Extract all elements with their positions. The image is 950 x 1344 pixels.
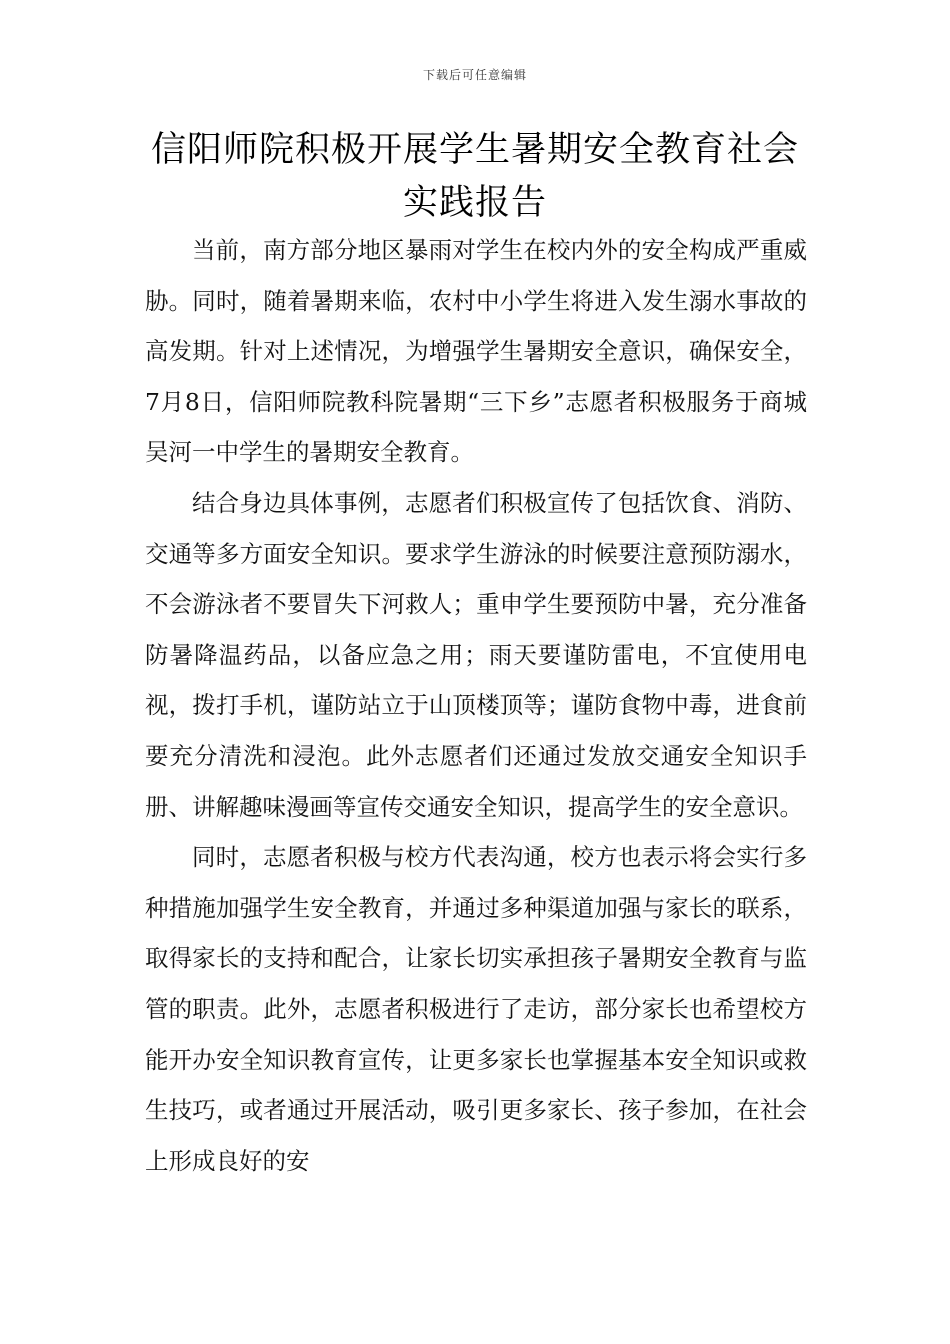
document-title-line-1: 信阳师院积极开展学生暑期安全教育社会 xyxy=(150,130,799,170)
paragraph-1: 当前，南方部分地区暴雨对学生在校内外的安全构成严重威胁。同时，随着暑期来临，农村中小学生将进入发生溺水事故的高发期。针对上述情况，为增强学生暑期安全意识，确保安全，7月8日，信阳师院教科院暑期“三下乡”志愿者积极服务于商城吴河一中学生的暑期安全教育。 xyxy=(145,236,807,467)
header-note: 下载后可任意编辑 xyxy=(422,68,527,82)
document-title-line-2: 实践报告 xyxy=(402,183,547,223)
paragraph-2: 结合身边具体事例，志愿者们积极宣传了包括饮食、消防、交通等多方面安全知识。要求学生游泳的时候要注意预防溺水，不会游泳者不要冒失下河救人；重申学生要预防中暑，充分准备防暑降温药品，以备应急之用；雨天要谨防雷电，不宜使用电视，拨打手机，谨防站立于山顶楼顶等；谨防食物中毒，进食前要充分清洗和浸泡。此外志愿者们还通过发放交通安全知识手册、讲解趣味漫画等宣传交通安全知识，提高学生的安全意识。 xyxy=(145,488,807,821)
paragraph-3: 同时，志愿者积极与校方代表沟通，校方也表示将会实行多种措施加强学生安全教育，并通过多种渠道加强与家长的联系，取得家长的支持和配合，让家长切实承担孩子暑期安全教育与监管的职责。此外，志愿者积极进行了走访，部分家长也希望校方能开办安全知识教育宣传，让更多家长也掌握基本安全知识或救生技巧，或者通过开展活动，吸引更多家长、孩子参加，在社会上形成良好的安 xyxy=(145,843,807,1175)
document-title xyxy=(140,124,810,230)
document-body xyxy=(145,225,807,1186)
